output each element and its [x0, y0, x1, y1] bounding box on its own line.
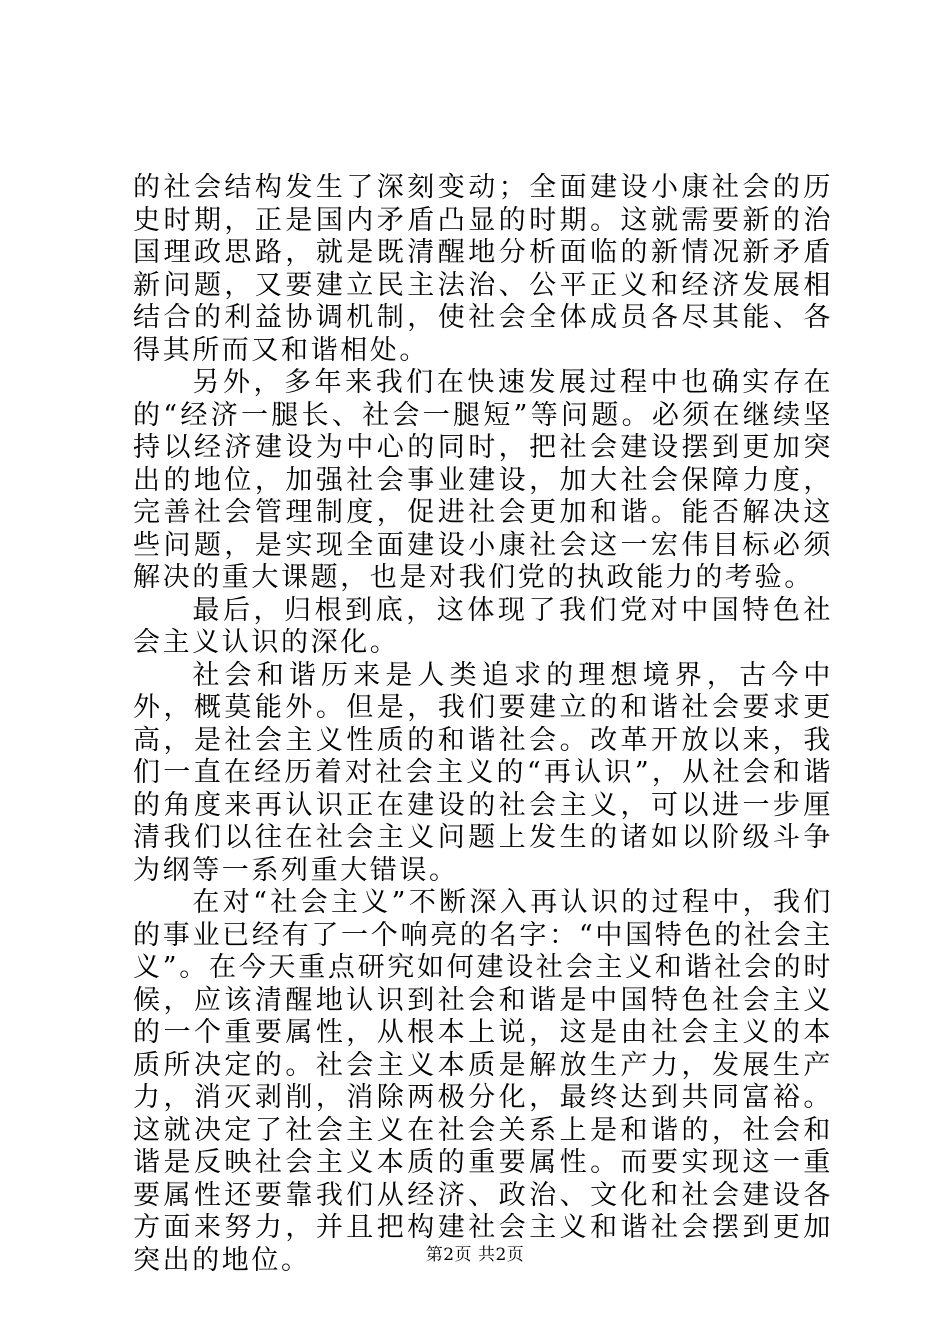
paragraph-1: 的社会结构发生了深刻变动；全面建设小康社会的历史时期，正是国内矛盾凸显的时期。这就需要新的治国理政思路，就是既清醒地分析面临的新情况新矛盾新问题，又要建立民主法治、公平正义和经济发展相结合的利益协调机制，使社会全体成员各尽其能、各得其所而又和谐相处。	[133, 172, 833, 366]
paragraph-5: 在对“社会主义”不断深入再认识的过程中，我们的事业已经有了一个响亮的名字：“中国特色的社会主义”。在今天重点研究如何建设社会主义和谐社会的时候，应该清醒地认识到社会和谐是中国特色社会主义的一个重要属性，从根本上说，这是由社会主义的本质所决定的。社会主义本质是解放生产力，发展生产力，消灭剥削，消除两极分化，最终达到共同富裕。这就决定了社会主义在社会关系上是和谐的，社会和谐是反映社会主义本质的重要属性。而要实现这一重要属性还要靠我们从经济、政治、文化和社会建设各方面来努力，并且把构建社会主义和谐社会摆到更加突出的地位。	[133, 887, 833, 1276]
paragraph-3: 最后，归根到底，这体现了我们党对中国特色社会主义认识的深化。	[133, 594, 833, 658]
paragraph-2: 另外，多年来我们在快速发展过程中也确实存在的“经济一腿长、社会一腿短”等问题。必须在继续坚持以经济建设为中心的同时，把社会建设摆到更加突出的地位，加强社会事业建设，加大社会保障力度，完善社会管理制度，促进社会更加和谐。能否解决这些问题，是实现全面建设小康社会这一宏伟目标必须解决的重大课题，也是对我们党的执政能力的考验。	[133, 367, 833, 593]
paragraph-4: 社会和谐历来是人类追求的理想境界，古今中外，概莫能外。但是，我们要建立的和谐社会要求更高，是社会主义性质的和谐社会。改革开放以来，我们一直在经历着对社会主义的“再认识”，从社会和谐的角度来再认识正在建设的社会主义，可以进一步厘清我们以往在社会主义问题上发生的诸如以阶级斗争为纲等一系列重大错误。	[133, 659, 833, 886]
document-body	[133, 172, 833, 1277]
page-footer: 第2页 共2页	[425, 1245, 525, 1265]
